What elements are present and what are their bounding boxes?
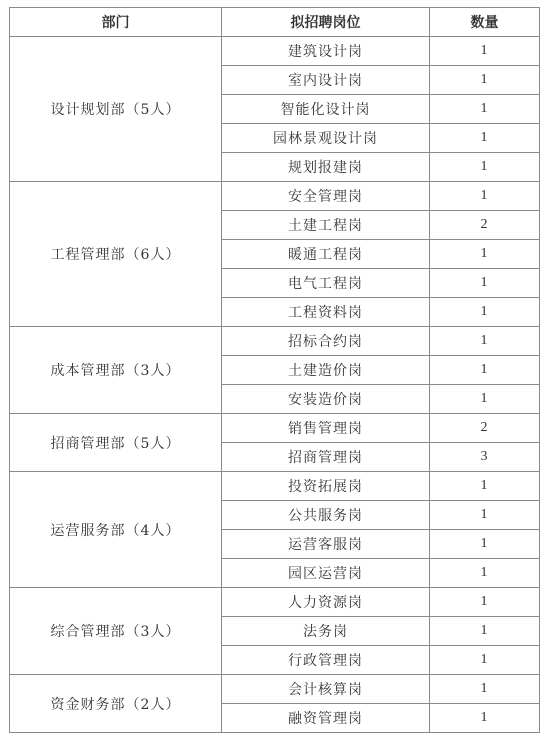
position-title: 暖通工程岗 xyxy=(222,240,430,269)
position-count: 1 xyxy=(430,240,540,269)
position-count: 1 xyxy=(430,124,540,153)
position-count: 2 xyxy=(430,211,540,240)
position-count: 1 xyxy=(430,646,540,675)
position-title: 法务岗 xyxy=(222,617,430,646)
position-title: 运营客服岗 xyxy=(222,530,430,559)
position-count: 1 xyxy=(430,95,540,124)
department-name: 招商管理部（5人） xyxy=(10,414,222,472)
position-count: 1 xyxy=(430,530,540,559)
position-title: 建筑设计岗 xyxy=(222,37,430,66)
position-count: 1 xyxy=(430,617,540,646)
header-count: 数量 xyxy=(430,8,540,37)
position-count: 1 xyxy=(430,327,540,356)
position-title: 电气工程岗 xyxy=(222,269,430,298)
position-title: 工程资料岗 xyxy=(222,298,430,327)
position-count: 1 xyxy=(430,704,540,733)
position-title: 人力资源岗 xyxy=(222,588,430,617)
position-count: 1 xyxy=(430,269,540,298)
table-row xyxy=(10,472,540,501)
table-row xyxy=(10,327,540,356)
position-title: 智能化设计岗 xyxy=(222,95,430,124)
header-department: 部门 xyxy=(10,8,222,37)
position-count: 1 xyxy=(430,675,540,704)
position-title: 招标合约岗 xyxy=(222,327,430,356)
position-count: 3 xyxy=(430,443,540,472)
position-count: 1 xyxy=(430,472,540,501)
position-title: 公共服务岗 xyxy=(222,501,430,530)
table-body xyxy=(10,37,540,733)
recruitment-table xyxy=(9,7,540,733)
department-name: 综合管理部（3人） xyxy=(10,588,222,675)
position-title: 行政管理岗 xyxy=(222,646,430,675)
table-row xyxy=(10,182,540,211)
position-count: 1 xyxy=(430,66,540,95)
position-title: 投资拓展岗 xyxy=(222,472,430,501)
position-count: 1 xyxy=(430,588,540,617)
table-row xyxy=(10,588,540,617)
position-title: 土建造价岗 xyxy=(222,356,430,385)
position-title: 规划报建岗 xyxy=(222,153,430,182)
position-title: 土建工程岗 xyxy=(222,211,430,240)
table-row xyxy=(10,37,540,66)
table-row xyxy=(10,675,540,704)
table-header-row xyxy=(10,8,540,37)
position-title: 融资管理岗 xyxy=(222,704,430,733)
position-title: 室内设计岗 xyxy=(222,66,430,95)
position-count: 1 xyxy=(430,153,540,182)
position-title: 安装造价岗 xyxy=(222,385,430,414)
position-count: 1 xyxy=(430,356,540,385)
position-count: 1 xyxy=(430,559,540,588)
department-name: 设计规划部（5人） xyxy=(10,37,222,182)
position-title: 园林景观设计岗 xyxy=(222,124,430,153)
position-title: 园区运营岗 xyxy=(222,559,430,588)
position-count: 2 xyxy=(430,414,540,443)
position-title: 安全管理岗 xyxy=(222,182,430,211)
department-name: 成本管理部（3人） xyxy=(10,327,222,414)
department-name: 工程管理部（6人） xyxy=(10,182,222,327)
position-count: 1 xyxy=(430,298,540,327)
position-count: 1 xyxy=(430,182,540,211)
position-title: 招商管理岗 xyxy=(222,443,430,472)
position-count: 1 xyxy=(430,37,540,66)
position-title: 销售管理岗 xyxy=(222,414,430,443)
department-name: 运营服务部（4人） xyxy=(10,472,222,588)
header-position: 拟招聘岗位 xyxy=(222,8,430,37)
table-row xyxy=(10,414,540,443)
position-title: 会计核算岗 xyxy=(222,675,430,704)
position-count: 1 xyxy=(430,385,540,414)
position-count: 1 xyxy=(430,501,540,530)
department-name: 资金财务部（2人） xyxy=(10,675,222,733)
